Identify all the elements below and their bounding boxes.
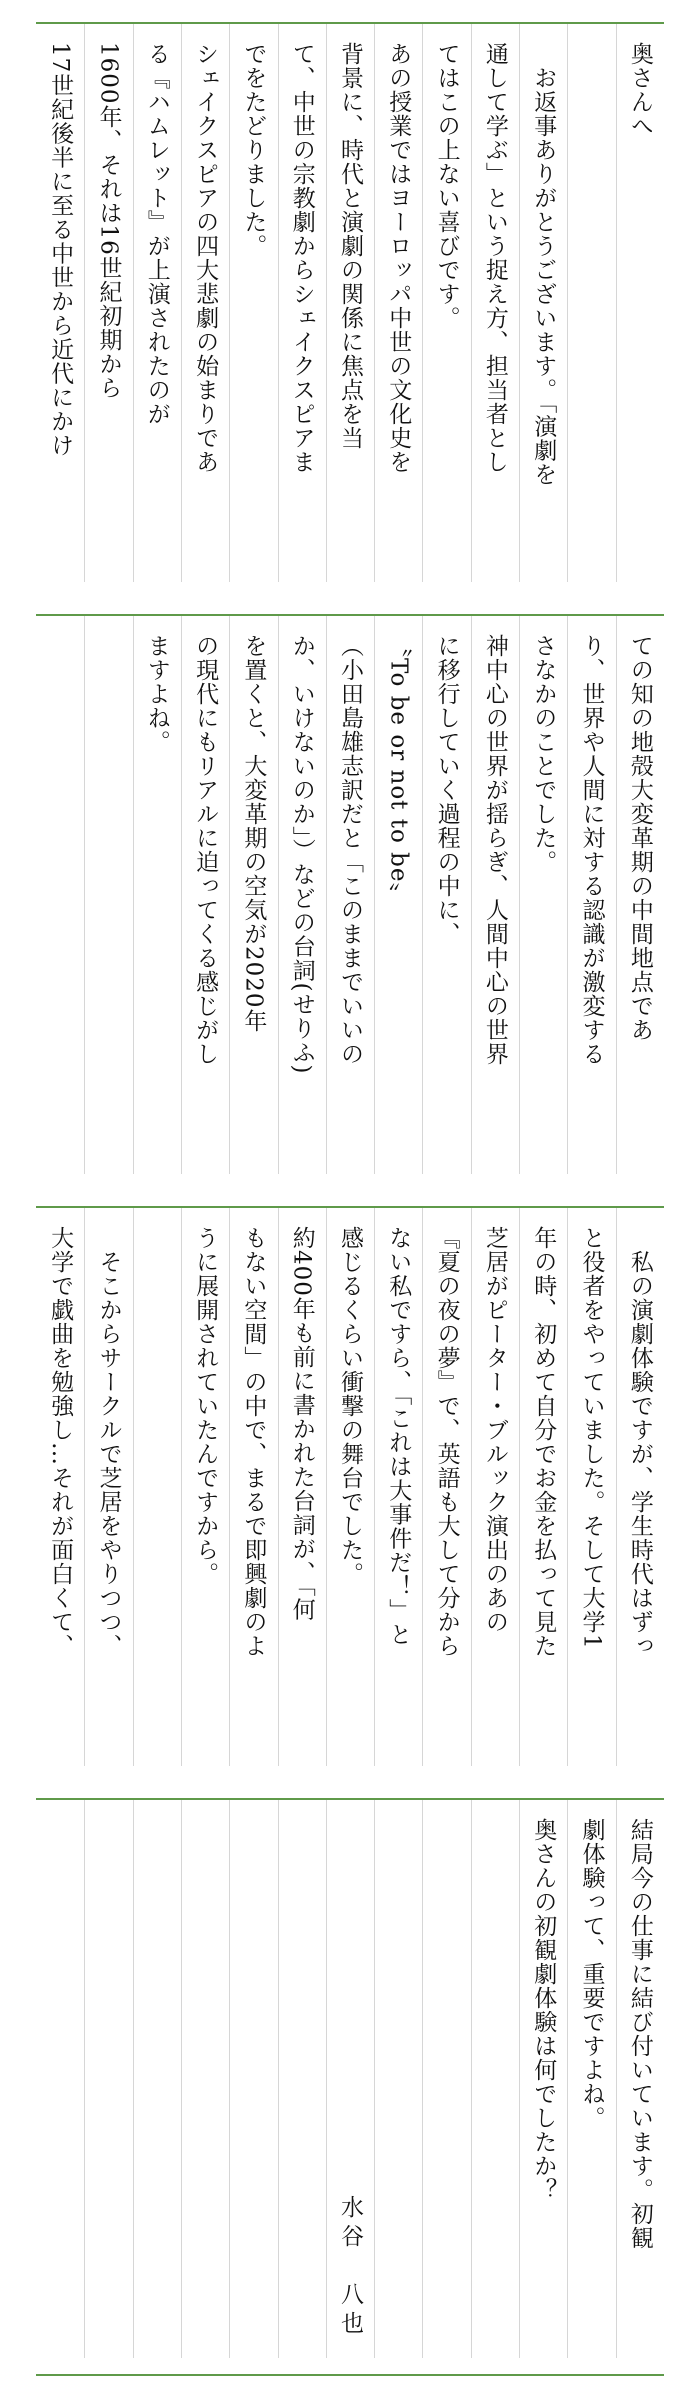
column-rule [567, 616, 568, 1174]
signature: 水谷 八也 [337, 2195, 363, 2340]
column-rule [229, 1800, 230, 2358]
text-column: ての知の地殻大変革期の中間地点であ [626, 634, 653, 1042]
text-column: 『夏の夜の夢』で、英語も大して分から [433, 1226, 460, 1658]
column-rule [181, 1208, 182, 1766]
column-rule [471, 24, 472, 582]
column-rule [133, 1208, 134, 1766]
column-rule [326, 616, 327, 1174]
text-column: 〝To be or not to be〟 [385, 634, 412, 907]
column-rule [326, 1800, 327, 2358]
text-column: と役者をやっていました。そして大学1 [578, 1226, 605, 1650]
text-column: の現代にもリアルに迫ってくる感じがし [192, 634, 219, 1066]
text-column: る『ハムレット』が上演されたのが [143, 42, 170, 426]
column-rule [133, 616, 134, 1174]
column-rule [374, 1800, 375, 2358]
column-rule [133, 24, 134, 582]
column-rule [567, 24, 568, 582]
column-rule [181, 616, 182, 1174]
column-rule [374, 1208, 375, 1766]
text-section [36, 616, 664, 1174]
text-column: そこからサークルで芝居をやりつつ、 [95, 1226, 122, 1658]
text-column: 奥さんの初観劇体験は何でしたか？ [530, 1818, 557, 2202]
text-section [36, 1800, 664, 2358]
column-rule [519, 1208, 520, 1766]
text-column: もない空間」の中で、まるで即興劇のよ [240, 1226, 267, 1658]
text-column: 奥さんへ [626, 42, 653, 138]
column-rule [229, 616, 230, 1174]
column-rule [374, 616, 375, 1174]
text-column: に移行していく過程の中に、 [433, 634, 460, 946]
column-rule [471, 1208, 472, 1766]
text-column: て、中世の宗教劇からシェイクスピアま [288, 42, 315, 474]
column-rule [229, 1208, 230, 1766]
column-rule [84, 1208, 85, 1766]
text-column: 私の演劇体験ですが、学生時代はずっ [626, 1226, 653, 1658]
column-rule [84, 616, 85, 1174]
column-rule [326, 1208, 327, 1766]
text-column: 背景に、時代と演劇の関係に焦点を当 [337, 42, 363, 450]
text-column: ますよね。 [143, 634, 170, 754]
text-column: 劇体験って、重要ですよね。 [578, 1818, 605, 2130]
column-rule [567, 1208, 568, 1766]
column-rule [374, 24, 375, 582]
text-column: 年の時、初めて自分でお金を払って見た [530, 1226, 557, 1658]
column-rule [471, 1800, 472, 2358]
column-rule [181, 24, 182, 582]
text-column: 神中心の世界が揺らぎ、人間中心の世界 [481, 634, 508, 1066]
column-rule [326, 24, 327, 582]
column-rule [616, 1208, 617, 1766]
text-column: 1600年、それは16世紀初期から [95, 42, 122, 400]
column-rule [519, 24, 520, 582]
column-rule [84, 24, 85, 582]
column-rule [616, 616, 617, 1174]
column-rule [278, 1800, 279, 2358]
column-rule [229, 24, 230, 582]
text-section [36, 24, 664, 582]
column-rule [471, 616, 472, 1174]
column-rule [422, 616, 423, 1174]
text-column: 通して学ぶ」という捉え方、担当者とし [481, 42, 508, 474]
column-rule [519, 1800, 520, 2358]
text-column: てはこの上ない喜びです。 [433, 42, 460, 330]
text-section [36, 1208, 664, 1766]
text-column: 約400年も前に書かれた台詞が、「何 [288, 1226, 315, 1622]
text-column: お返事ありがとうございます。「演劇を [530, 42, 557, 487]
text-column: あの授業ではヨーロッパ中世の文化史を [385, 42, 412, 474]
column-rule [567, 1800, 568, 2358]
text-column: 大学で戯曲を勉強し…それが面白くて、 [47, 1226, 74, 1658]
text-column: うに展開されていたんですから。 [192, 1226, 219, 1586]
column-rule [422, 1208, 423, 1766]
text-column: ない私ですら、「これは大事件だ！」と [385, 1226, 412, 1647]
text-column: 芝居がピーター・ブルック演出のあの [481, 1226, 508, 1634]
column-rule [133, 1800, 134, 2358]
text-column: 17世紀後半に至る中世から近代にかけ [47, 42, 74, 458]
column-rule [84, 1800, 85, 2358]
column-rule [422, 1800, 423, 2358]
text-column: 結局今の仕事に結び付いています。初観 [626, 1818, 653, 2250]
column-rule [181, 1800, 182, 2358]
column-rule [278, 24, 279, 582]
text-column: 感じるくらい衝撃の舞台でした。 [337, 1226, 363, 1586]
text-column: でをたどりました。 [240, 42, 267, 258]
text-column: を置くと、大変革期の空気が2020年 [240, 634, 267, 1033]
text-column: か、いけないのか」）などの台詞(せりふ) [288, 634, 315, 1075]
column-rule [278, 616, 279, 1174]
column-rule [519, 616, 520, 1174]
column-rule [616, 24, 617, 582]
text-column: り、世界や人間に対する認識が激変する [578, 634, 605, 1066]
text-column: シェイクスピアの四大悲劇の始まりであ [192, 42, 219, 474]
column-rule [422, 24, 423, 582]
divider-rule [36, 2374, 664, 2376]
text-column: さなかのことでした。 [530, 634, 557, 874]
column-rule [616, 1800, 617, 2358]
column-rule [278, 1208, 279, 1766]
text-column: （小田島雄志訳だと「このままでいいの [337, 634, 363, 1066]
